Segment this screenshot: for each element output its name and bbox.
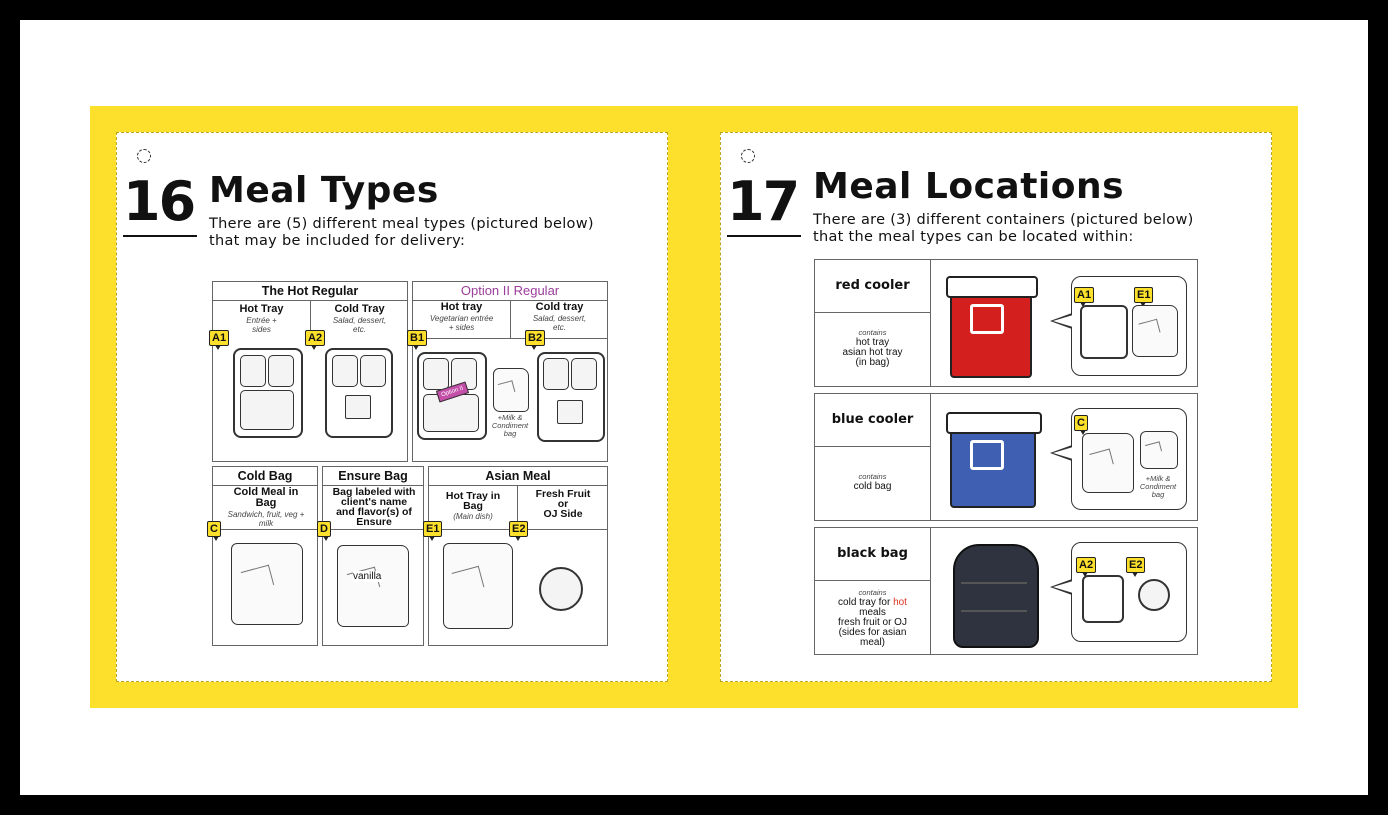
option2-hot-heading [413, 302, 510, 332]
tray-compartment [543, 358, 569, 390]
tag-d: D [317, 521, 331, 537]
hot-tray-title: Hot Tray [239, 303, 284, 315]
option2-cold-heading [511, 302, 608, 332]
spread-background [20, 20, 1368, 795]
page-17 [720, 132, 1272, 682]
asian-meal-panel [428, 466, 608, 646]
contents-bubble [1071, 408, 1187, 510]
page-16-border [90, 106, 694, 708]
blue-cooler-illustration [950, 426, 1036, 508]
divider [413, 338, 607, 339]
ensure-bag-panel [322, 466, 424, 646]
ensure-bag-heading [323, 487, 425, 527]
cooler-handle [970, 440, 1004, 470]
tray-compartment [423, 394, 479, 432]
cold-tray-desc: Salad, dessert, etc. [332, 316, 387, 334]
tray-compartment [345, 395, 371, 419]
page-subtitle: There are (5) different meal types (pictured below) that may be included for delivery: [209, 216, 594, 249]
tag-a2: A2 [305, 330, 325, 346]
tag-b1: B1 [407, 330, 427, 346]
cold-tray-title: Cold Tray [334, 303, 385, 315]
asian-hot-title: Hot Tray in Bag [445, 490, 501, 512]
page-number-rule [727, 235, 801, 237]
tag-e1: E1 [423, 521, 442, 537]
milk-condiment-note: +Milk & Condiment bag [491, 413, 529, 438]
tag-a2: A2 [1076, 557, 1096, 573]
asian-fruit-title: Fresh Fruit or OJ Side [535, 488, 591, 520]
contains-hot-word: hot [893, 597, 907, 608]
page-16 [116, 132, 668, 682]
cold-bag-header: Cold Bag [213, 467, 317, 486]
ensure-bag-title: Bag labeled with client's name and flavor(s) of Ensure [332, 486, 416, 528]
container-row-black-bag [814, 527, 1198, 655]
tag-e2: E2 [1126, 557, 1145, 573]
tray-compartment [240, 390, 294, 430]
hot-tray-illustration [1080, 305, 1128, 359]
bag-seam [961, 610, 1027, 612]
option2-cold-desc: Salad, dessert, etc. [532, 314, 587, 332]
tray-compartment [423, 358, 449, 390]
page-title: Meal Locations [813, 166, 1125, 207]
tag-a1: A1 [209, 330, 229, 346]
hot-regular-panel [212, 281, 408, 462]
milk-condiment-bag-illustration [493, 368, 529, 412]
container-name: blue cooler [831, 412, 914, 427]
page-title: Meal Types [209, 170, 439, 211]
divider [930, 528, 931, 654]
divider [323, 529, 423, 530]
cold-bag-illustration [231, 543, 303, 625]
container-row-blue-cooler [814, 393, 1198, 521]
tag-a1: A1 [1074, 287, 1094, 303]
milk-condiment-note: +Milk & Condiment bag [1139, 474, 1177, 499]
tray-compartment [332, 355, 358, 387]
container-contents [815, 328, 930, 368]
container-row-red-cooler [814, 259, 1198, 387]
asian-fruit-heading [518, 489, 608, 519]
option2-cold-title: Cold tray [535, 301, 584, 313]
option2-header: Option II Regular [413, 282, 607, 301]
contents-bubble [1071, 542, 1187, 642]
page-number: 16 [123, 170, 195, 233]
divider [815, 446, 930, 447]
contains-list: cold bag [853, 481, 892, 492]
fruit-cup-illustration [1138, 579, 1170, 611]
option2-hot-desc: Vegetarian entrée + sides [429, 314, 494, 332]
dashed-circle-icon [137, 149, 151, 163]
cold-bag-panel [212, 466, 318, 646]
divider [815, 580, 930, 581]
dashed-circle-icon [741, 149, 755, 163]
contains-list: hot tray asian hot tray (in bag) [842, 337, 903, 368]
ensure-bag-header: Ensure Bag [323, 467, 423, 486]
option2-cold-tray-illustration [537, 352, 605, 442]
divider [930, 260, 931, 386]
cooler-handle [970, 304, 1004, 334]
option2-sticker: Option II [436, 382, 469, 403]
contains-label: contains [858, 472, 887, 481]
container-contents [815, 472, 930, 492]
contains-list-pre: cold tray for [838, 597, 894, 608]
divider [930, 394, 931, 520]
black-bag-illustration [953, 544, 1039, 648]
page-17-border [694, 106, 1298, 708]
cold-bag-heading [213, 487, 319, 528]
tray-compartment [360, 355, 386, 387]
page-subtitle: There are (3) different containers (pictured below) that the meal types can be located within: [813, 212, 1194, 245]
cold-tray-heading [311, 304, 408, 334]
cold-bag-desc: Sandwich, fruit, veg + milk [227, 510, 305, 528]
hot-regular-header: The Hot Regular [213, 282, 407, 301]
asian-hot-desc: (Main dish) [453, 512, 493, 521]
cold-tray-illustration [1082, 575, 1124, 623]
contains-list-post: meals fresh fruit or OJ (sides for asian meal) [838, 607, 907, 648]
cold-bag-title: Cold Meal in Bag [233, 486, 299, 509]
asian-hot-bag-illustration [443, 543, 513, 629]
tray-compartment [571, 358, 597, 390]
red-cooler-illustration [950, 290, 1032, 378]
container-name: red cooler [835, 278, 910, 293]
tag-e2: E2 [509, 521, 528, 537]
ensure-bag-illustration [337, 545, 409, 627]
ensure-bag-label: vanilla [353, 571, 382, 582]
cold-tray-illustration [325, 348, 393, 438]
page-number-rule [123, 235, 197, 237]
option2-panel [412, 281, 608, 462]
fruit-cup-illustration [539, 567, 583, 611]
asian-hot-bag-illustration [1132, 305, 1178, 357]
tag-c: C [1074, 415, 1088, 431]
cooler-lid [946, 276, 1038, 298]
divider [815, 312, 930, 313]
contents-bubble [1071, 276, 1187, 376]
tray-compartment [240, 355, 266, 387]
hot-tray-desc: Entrée + sides [246, 316, 277, 334]
option2-hot-title: Hot tray [440, 301, 483, 313]
contains-label: contains [858, 328, 887, 337]
milk-condiment-bag-illustration [1140, 431, 1178, 469]
divider [213, 529, 317, 530]
tray-compartment [268, 355, 294, 387]
page-number: 17 [727, 170, 799, 233]
container-contents [815, 588, 930, 648]
tag-c: C [207, 521, 221, 537]
contains-label: contains [858, 588, 887, 597]
tag-b2: B2 [525, 330, 545, 346]
cooler-lid [946, 412, 1042, 434]
asian-meal-header: Asian Meal [429, 467, 607, 486]
asian-hot-heading [429, 491, 517, 521]
bag-seam [961, 582, 1027, 584]
container-name: black bag [837, 546, 908, 561]
hot-tray-illustration [233, 348, 303, 438]
tray-compartment [557, 400, 583, 424]
cold-bag-illustration [1082, 433, 1134, 493]
tag-e1: E1 [1134, 287, 1153, 303]
